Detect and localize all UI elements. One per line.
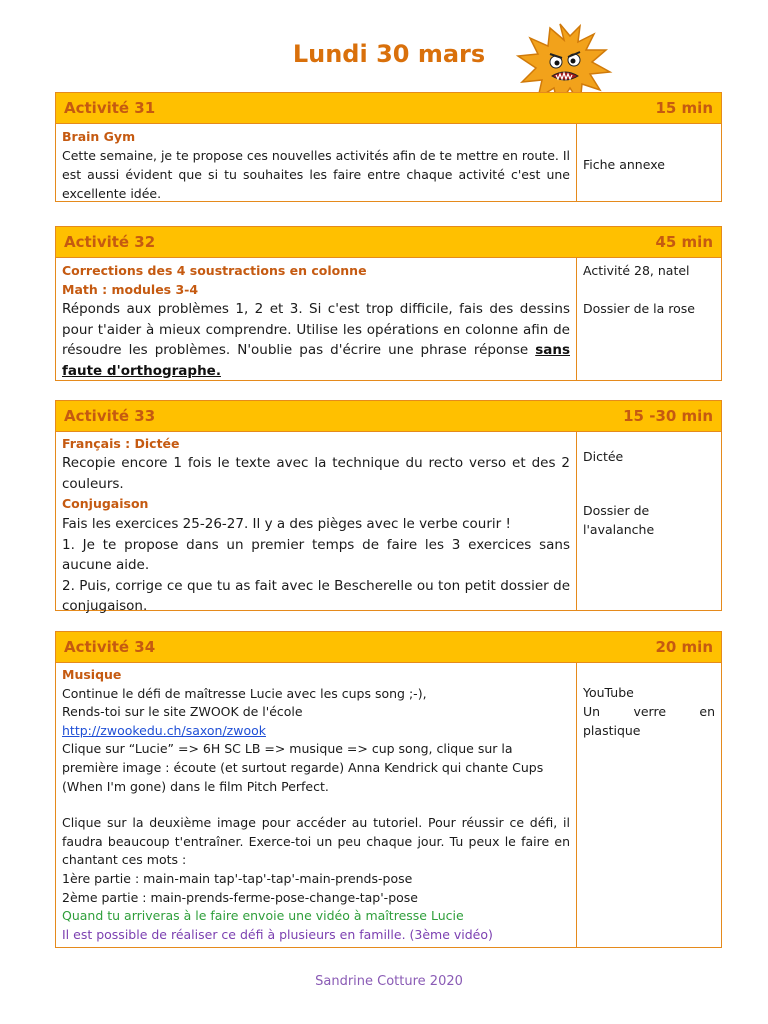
material-item: Dictée [583, 449, 624, 464]
activity-materials [577, 432, 721, 611]
material-item: Activité 28, natel [583, 263, 690, 278]
activity-text: Clique sur “Lucie” => 6H SC LB => musique => cup song, clique sur la première image : écoute (et surtout regarde) Anna Kendrick qui chante Cups (When I'm gone) dans le film Pitch Perfect. [62, 741, 544, 794]
activity-text: 2ème partie : main-prends-ferme-pose-change-tap'-pose [62, 889, 418, 905]
activity-subtitle: Corrections des 4 soustractions en colonne [62, 263, 367, 278]
activity-duration: 15 min [655, 99, 713, 117]
zwook-link[interactable]: http://zwookedu.ch/saxon/zwook [62, 722, 266, 738]
activity-text: 1. Je te propose dans un premier temps de faire les 3 exercices sans aucune aide. [62, 536, 570, 573]
activity-instructions [56, 663, 577, 948]
activity-label: Activité 31 [64, 99, 156, 117]
activity-duration: 45 min [655, 233, 713, 251]
activity-subtitle: Brain Gym [62, 129, 136, 144]
material-item: Un verre en plastique [583, 704, 715, 738]
activity-header [56, 632, 721, 663]
footer-author: Sandrine Cotture 2020 [315, 974, 463, 989]
activity-header [56, 227, 721, 258]
activity-duration: 15 -30 min [623, 407, 713, 425]
activity-subtitle: Conjugaison [62, 496, 149, 511]
activity-instructions [56, 124, 577, 202]
activity-text: Clique sur la deuxième image pour accéder au tutoriel. Pour réussir ce défi, il faudra beaucoup t'entraîner. Exerce-toi un peu chaque jour. Tu peux le faire en chantant ces mots : [62, 815, 570, 868]
activity-text: 2. Puis, corrige ce que tu as fait avec le Bescherelle ou ton petit dossier de conjugaison. [62, 577, 570, 614]
activity-instructions [56, 432, 577, 614]
activity-text: 1ère partie : main-main tap'-tap'-tap'-main-prends-pose [62, 870, 413, 886]
activity-subtitle: Musique [62, 667, 122, 682]
page-title: Lundi 30 mars [292, 40, 486, 68]
material-item: YouTube [583, 685, 634, 700]
activity-subtitle: Français : Dictée [62, 436, 180, 451]
activity-subtitle: Math : modules 3-4 [62, 282, 199, 297]
activity-emphasis: sans faute d'orthographe. [62, 342, 570, 379]
activity-materials [577, 258, 721, 381]
material-item: Dossier de la rose [583, 301, 695, 316]
activity-duration: 20 min [655, 638, 713, 656]
activity-32 [55, 226, 722, 381]
activity-header [56, 93, 721, 124]
material-item: Dossier de l'avalanche [583, 503, 655, 537]
activity-text: Rends-toi sur le site ZWOOK de l'école [62, 704, 303, 720]
activity-header [56, 401, 721, 432]
activity-text: Réponds aux problèmes 1, 2 et 3. Si c'est trop difficile, fais des dessins pour t'aider à mieux comprendre. Utilise les opérations en colonne afin de résoudre les problèmes. N'oublie pas d'écrire une phrase réponse [62, 301, 570, 358]
activity-text: Cette semaine, je te propose ces nouvelles activités afin de te mettre en route. Il est aussi évident que si tu souhaites les faire entre chaque activité c'est une excellente idée. [62, 148, 570, 201]
activity-label: Activité 33 [64, 407, 156, 425]
activity-note: Il est possible de réaliser ce défi à plusieurs en famille. (3ème vidéo) [62, 926, 493, 942]
material-item: Fiche annexe [583, 157, 665, 172]
activity-note: Quand tu arriveras à le faire envoie une vidéo à maîtresse Lucie [62, 908, 464, 924]
activity-34 [55, 631, 722, 948]
activity-materials [577, 663, 721, 948]
activity-materials [577, 124, 721, 202]
activity-31 [55, 92, 722, 202]
activity-text: Continue le défi de maîtresse Lucie avec les cups song ;-), [62, 685, 427, 701]
activity-instructions [56, 258, 577, 381]
activity-label: Activité 32 [64, 233, 156, 251]
activity-text: Fais les exercices 25-26-27. Il y a des pièges avec le verbe courir ! [62, 516, 511, 532]
activity-33 [55, 400, 722, 614]
activity-label: Activité 34 [64, 638, 156, 656]
activity-text: Recopie encore 1 fois le texte avec la technique du recto verso et des 2 couleurs. [62, 455, 570, 492]
